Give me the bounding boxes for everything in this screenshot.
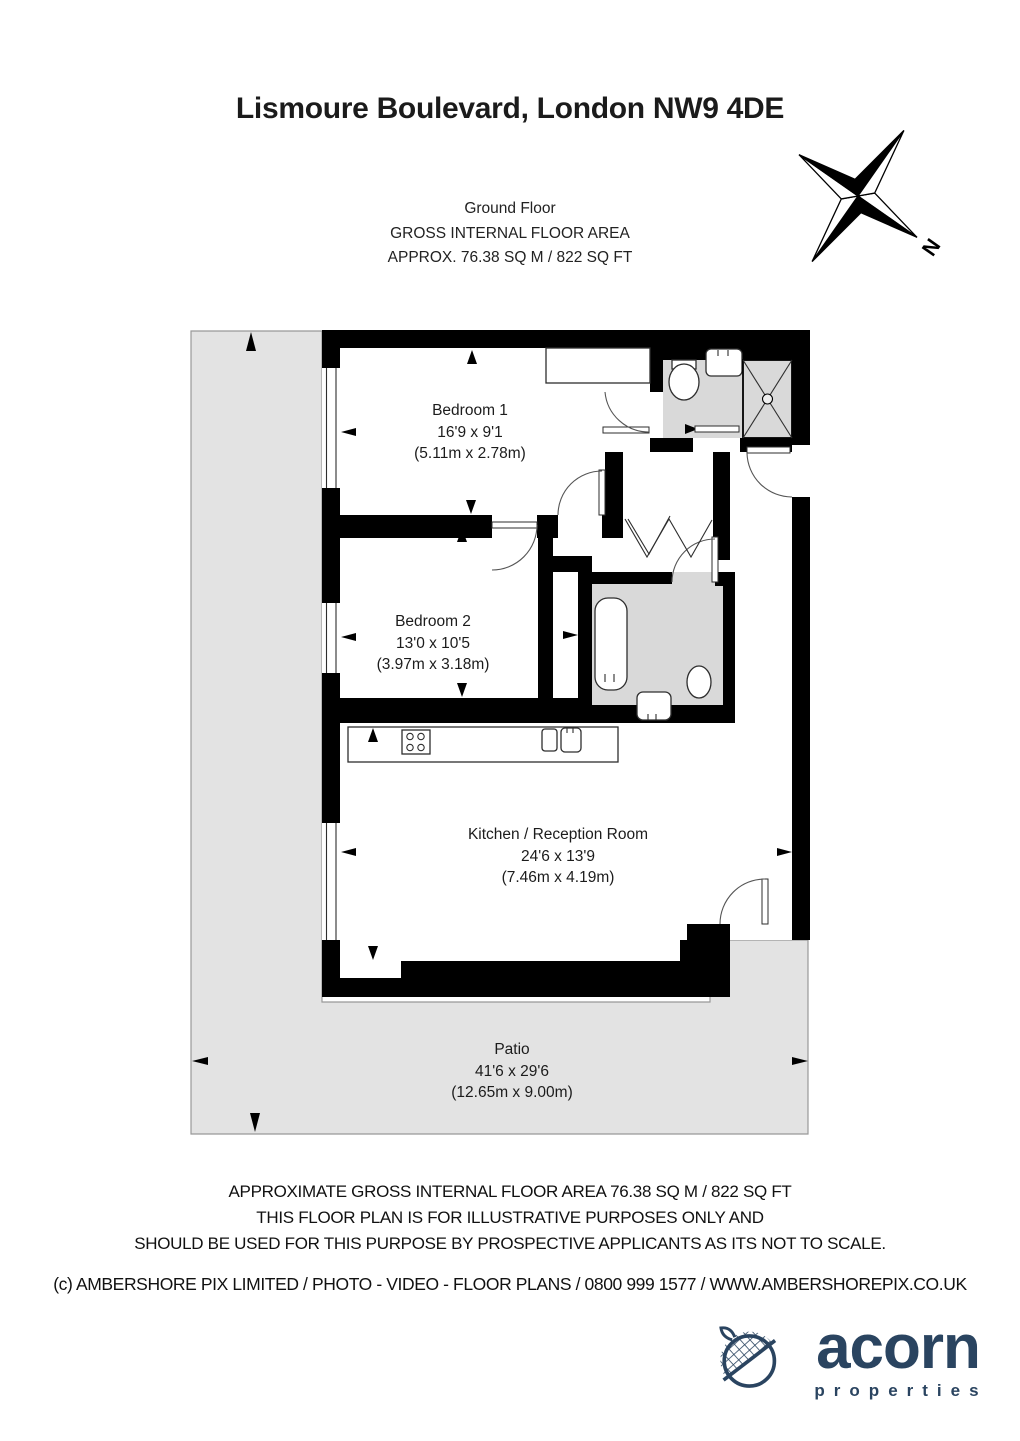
room-name: Bedroom 2 xyxy=(395,613,471,630)
floorplan xyxy=(190,330,830,1140)
room-label-patio xyxy=(451,1039,572,1104)
page-title: Lismoure Boulevard, London NW9 4DE xyxy=(235,92,785,125)
room-dims-metric: (12.65m x 9.00m) xyxy=(451,1084,573,1101)
room-dims-imperial: 13'0 x 10'5 xyxy=(395,634,471,652)
floor-label: Ground Floor xyxy=(464,200,556,217)
wardrobe xyxy=(546,348,650,383)
disclaimer xyxy=(0,1179,1020,1257)
kitchen-sink-icon xyxy=(542,728,581,752)
window xyxy=(322,823,340,940)
hob-icon xyxy=(402,730,430,754)
acorn-logo-icon xyxy=(715,1322,781,1392)
room-dims-metric: (3.97m x 3.18m) xyxy=(376,656,490,673)
logo-brand: acorn xyxy=(816,1313,980,1382)
area-value: APPROX. 76.38 SQ M / 822 SQ FT xyxy=(387,249,633,266)
window xyxy=(322,603,340,673)
bathroom-door-threshold xyxy=(672,572,715,582)
room-label-kitchen xyxy=(468,824,648,889)
disclaimer-line: SHOULD BE USED FOR THIS PURPOSE BY PROSPECTIVE APPLICANTS AS ITS NOT TO SCALE. xyxy=(134,1234,886,1253)
logo-tagline: properties xyxy=(814,1381,988,1400)
shower-icon xyxy=(743,360,792,438)
room-dims-metric: (7.46m x 4.19m) xyxy=(501,869,615,886)
toilet-icon xyxy=(669,364,699,400)
toilet-icon xyxy=(687,666,711,698)
basin-icon xyxy=(706,349,742,376)
disclaimer-line: APPROXIMATE GROSS INTERNAL FLOOR AREA 76.38 SQ M / 822 SQ FT xyxy=(228,1182,792,1201)
windows xyxy=(322,368,340,940)
room-name: Patio xyxy=(494,1041,530,1058)
room-name: Kitchen / Reception Room xyxy=(467,826,649,843)
area-label: GROSS INTERNAL FLOOR AREA xyxy=(390,224,630,242)
disclaimer-line: THIS FLOOR PLAN IS FOR ILLUSTRATIVE PURPOSES ONLY AND xyxy=(256,1208,764,1227)
basin-icon xyxy=(637,692,671,720)
bathtub-icon xyxy=(595,598,627,690)
room-name: Bedroom 1 xyxy=(432,402,508,419)
window xyxy=(322,368,340,488)
room-dims-imperial: 41'6 x 29'6 xyxy=(474,1062,549,1080)
copyright-line: (c) AMBERSHORE PIX LIMITED / PHOTO - VIDEO - FLOOR PLANS / 0800 999 1577 / WWW.AMBERSHOREPIX.CO.UK xyxy=(53,1274,967,1294)
room-dims-imperial: 24'6 x 13'9 xyxy=(520,847,596,865)
agency-logo xyxy=(715,1313,1005,1420)
room-dims-imperial: 16'9 x 9'1 xyxy=(437,423,503,441)
room-label-bedroom2 xyxy=(377,611,490,676)
room-dims-metric: (5.11m x 2.78m) xyxy=(414,445,526,462)
room-label-bedroom1 xyxy=(414,400,526,465)
compass-north-label: N xyxy=(916,233,945,260)
kitchen-counter xyxy=(348,727,618,762)
compass-rose-icon xyxy=(778,128,978,276)
